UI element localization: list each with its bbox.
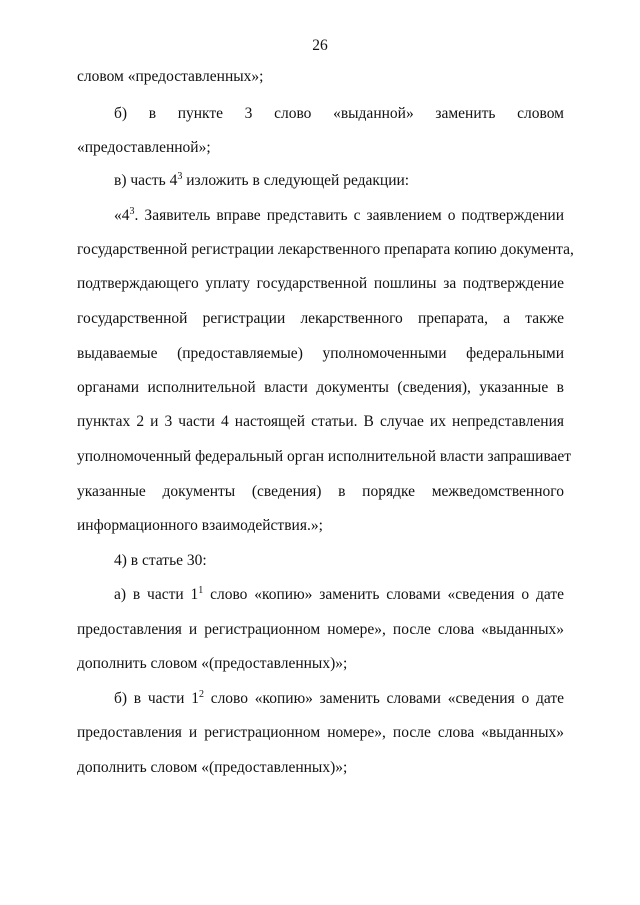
text-line: предоставления и регистрационном номере», после слова «выданных» bbox=[77, 621, 564, 638]
text-line: подтверждающего уплату государственной пошлины за подтверждение bbox=[77, 275, 564, 292]
text-line: словом «предоставленных»; bbox=[77, 68, 264, 85]
page-number: 26 bbox=[312, 37, 328, 54]
text-line: уполномоченный федеральный орган исполнительной власти запрашивает bbox=[77, 448, 572, 465]
text-line: 4) в статье 30: bbox=[114, 552, 207, 569]
text-line: указанные документы (сведения) в порядке межведомственного bbox=[77, 483, 564, 500]
text-line: предоставления и регистрационном номере», после слова «выданных» bbox=[77, 724, 564, 741]
text-line: в) часть $4^3$ изложить в следующей редакции: bbox=[114, 171, 410, 189]
text-line: информационного взаимодействия.»; bbox=[77, 517, 323, 534]
text-line: органами исполнительной власти документы (сведения), указанные в bbox=[77, 379, 564, 396]
text-line: выдаваемые (предоставляемые) уполномоченными федеральными bbox=[77, 345, 564, 362]
text-line: пунктах 2 и 3 части 4 настоящей статьи. В случае их непредставления bbox=[77, 413, 564, 430]
text-line: «$4^3$. Заявитель вправе представить с заявлением о подтверждении bbox=[114, 206, 564, 224]
text-line: государственной регистрации лекарственного препарата копию документа, bbox=[77, 241, 574, 258]
text-line: дополнить словом «(предоставленных)»; bbox=[77, 759, 348, 776]
text-line: б) в пункте 3 слово «выданной» заменить словом bbox=[114, 105, 564, 122]
text-line: б) в части $1^2$ слово «копию» заменить словами «сведения о дате bbox=[114, 689, 564, 707]
text-line: а) в части $1^1$ слово «копию» заменить словами «сведения о дате bbox=[114, 585, 564, 603]
text-line: государственной регистрации лекарственного препарата, а также bbox=[77, 310, 564, 327]
text-line: «предоставленной»; bbox=[77, 139, 211, 156]
text-line: дополнить словом «(предоставленных)»; bbox=[77, 655, 348, 672]
